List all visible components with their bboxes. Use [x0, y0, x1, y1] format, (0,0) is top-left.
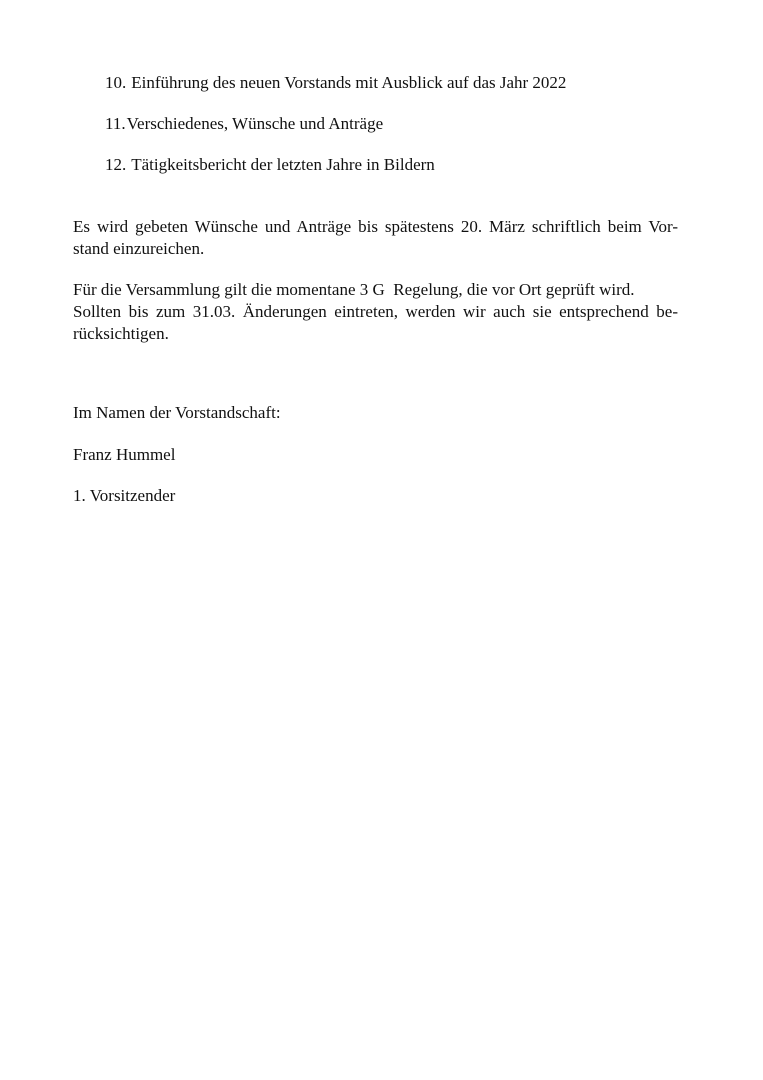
requests-line: Es wird gebeten Wünsche und Anträge bis spätestens 20. März schriftlich beim Vor-: [73, 217, 678, 236]
agenda-item-number: 11.: [105, 114, 126, 133]
requests-line: stand einzureichen.: [73, 239, 205, 258]
agenda-list: [105, 72, 566, 195]
requests-paragraph: [73, 216, 678, 260]
agenda-item-text: Verschiedenes, Wünsche und Anträge: [126, 114, 384, 133]
agenda-item-number: 10.: [105, 73, 127, 92]
signature-role: 1. Vorsitzender: [73, 486, 176, 505]
agenda-item-text: Einführung des neuen Vorstands mit Ausblick auf das Jahr 2022: [131, 73, 567, 92]
rules-line: rücksichtigen.: [73, 324, 169, 343]
agenda-item-text: Tätigkeitsbericht der letzten Jahre in Bildern: [131, 155, 435, 174]
agenda-item-10: [105, 72, 566, 113]
rules-paragraph: [73, 279, 678, 345]
rules-line: Für die Versammlung gilt die momentane 3 G Regelung, die vor Ort geprüft wird.: [73, 280, 635, 299]
signature-closing: Im Namen der Vorstandschaft:: [73, 403, 281, 422]
agenda-item-11: [105, 113, 566, 154]
agenda-item-12: [105, 154, 566, 195]
rules-line: Sollten bis zum 31.03. Änderungen eintreten, werden wir auch sie entsprechend be-: [73, 302, 678, 321]
signature-name: Franz Hummel: [73, 445, 176, 464]
agenda-item-number: 12.: [105, 155, 127, 174]
